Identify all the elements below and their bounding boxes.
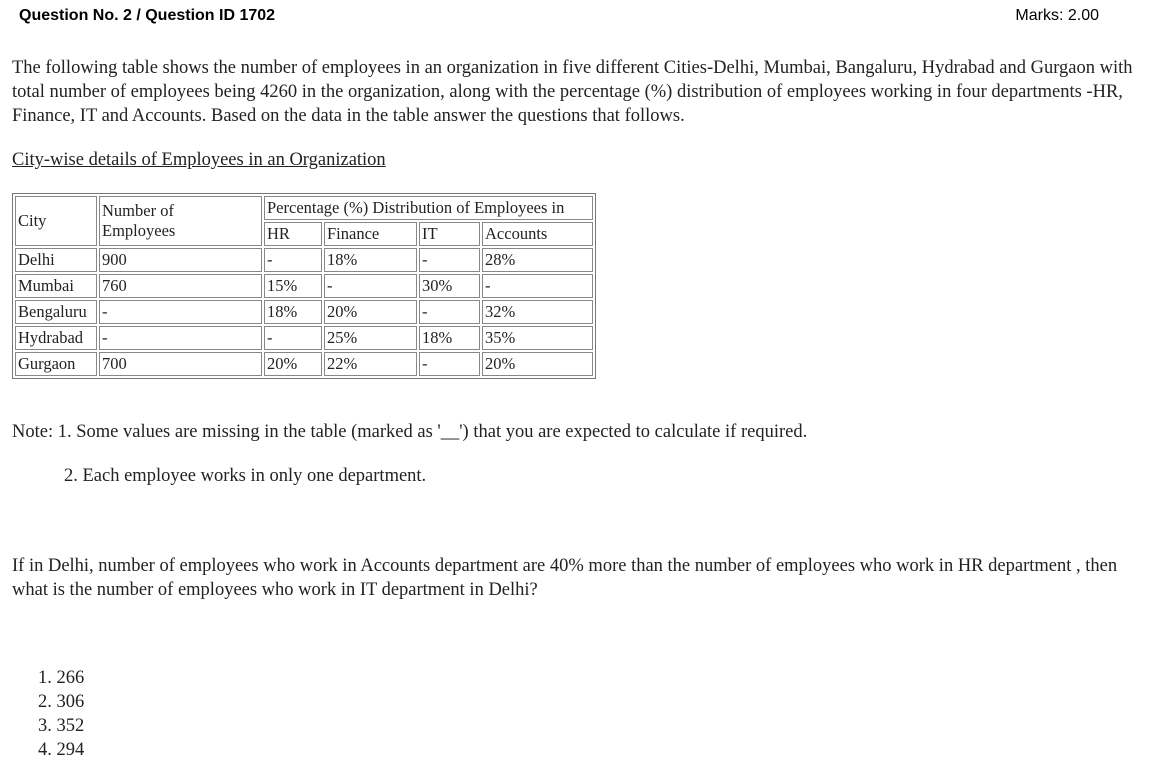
table-row bbox=[15, 274, 593, 298]
cell-city: Gurgaon bbox=[15, 352, 97, 376]
cell-it: - bbox=[419, 300, 480, 324]
option-2[interactable]: 2. 306 bbox=[38, 692, 85, 712]
cell-finance: 25% bbox=[324, 326, 417, 350]
header-employees: Number of Employees bbox=[99, 196, 262, 246]
cell-city: Delhi bbox=[15, 248, 97, 272]
header-accounts: Accounts bbox=[482, 222, 593, 246]
cell-hr: - bbox=[264, 326, 322, 350]
note-2: 2. Each employee works in only one department. bbox=[64, 466, 427, 486]
cell-it: - bbox=[419, 352, 480, 376]
cell-accounts: 32% bbox=[482, 300, 593, 324]
marks-label: Marks: 2.00 bbox=[1015, 7, 1099, 24]
cell-finance: - bbox=[324, 274, 417, 298]
header-finance: Finance bbox=[324, 222, 417, 246]
cell-finance: 20% bbox=[324, 300, 417, 324]
cell-finance: 18% bbox=[324, 248, 417, 272]
header-distribution: Percentage (%) Distribution of Employees in bbox=[264, 196, 593, 220]
option-1[interactable]: 1. 266 bbox=[38, 668, 85, 688]
cell-hr: 15% bbox=[264, 274, 322, 298]
table-row bbox=[15, 352, 593, 376]
cell-employees: 700 bbox=[99, 352, 262, 376]
answer-options bbox=[38, 666, 84, 762]
question-number: Question No. 2 / Question ID 1702 bbox=[19, 7, 276, 24]
cell-finance: 22% bbox=[324, 352, 417, 376]
cell-it: 30% bbox=[419, 274, 480, 298]
header-city: City bbox=[15, 196, 97, 246]
question-text: If in Delhi, number of employees who work in Accounts department are 40% more than the number of employees who work in HR department , then what is the number of employees who work in IT department in Delhi? bbox=[12, 556, 1118, 600]
header-hr: HR bbox=[264, 222, 322, 246]
table-row bbox=[15, 248, 593, 272]
employee-table bbox=[12, 193, 596, 379]
cell-it: 18% bbox=[419, 326, 480, 350]
cell-city: Bengaluru bbox=[15, 300, 97, 324]
cell-hr: - bbox=[264, 248, 322, 272]
table-header-row bbox=[15, 196, 593, 220]
cell-accounts: 20% bbox=[482, 352, 593, 376]
cell-city: Mumbai bbox=[15, 274, 97, 298]
question-header bbox=[19, 7, 1099, 29]
cell-employees: - bbox=[99, 300, 262, 324]
cell-employees: 900 bbox=[99, 248, 262, 272]
cell-employees: 760 bbox=[99, 274, 262, 298]
cell-accounts: - bbox=[482, 274, 593, 298]
table-row bbox=[15, 300, 593, 324]
cell-city: Hydrabad bbox=[15, 326, 97, 350]
cell-accounts: 28% bbox=[482, 248, 593, 272]
note-1: Note: 1. Some values are missing in the table (marked as '__') that you are expected to calculate if required. bbox=[12, 422, 808, 442]
cell-it: - bbox=[419, 248, 480, 272]
cell-hr: 20% bbox=[264, 352, 322, 376]
table-row bbox=[15, 326, 593, 350]
option-3[interactable]: 3. 352 bbox=[38, 716, 85, 736]
option-4[interactable]: 4. 294 bbox=[38, 740, 85, 760]
cell-hr: 18% bbox=[264, 300, 322, 324]
cell-accounts: 35% bbox=[482, 326, 593, 350]
cell-employees: - bbox=[99, 326, 262, 350]
table-caption: City-wise details of Employees in an Organization bbox=[12, 150, 386, 170]
header-it: IT bbox=[419, 222, 480, 246]
intro-paragraph: The following table shows the number of employees in an organization in five different Cities-Delhi, Mumbai, Bangaluru, Hydrabad and Gurgaon with total number of employees being 4260 in the organization, along with the percentage (%) distribution of employees working in four departments -HR, Finance, IT and Accounts. Based on the data in the table answer the questions that follows. bbox=[12, 58, 1133, 126]
